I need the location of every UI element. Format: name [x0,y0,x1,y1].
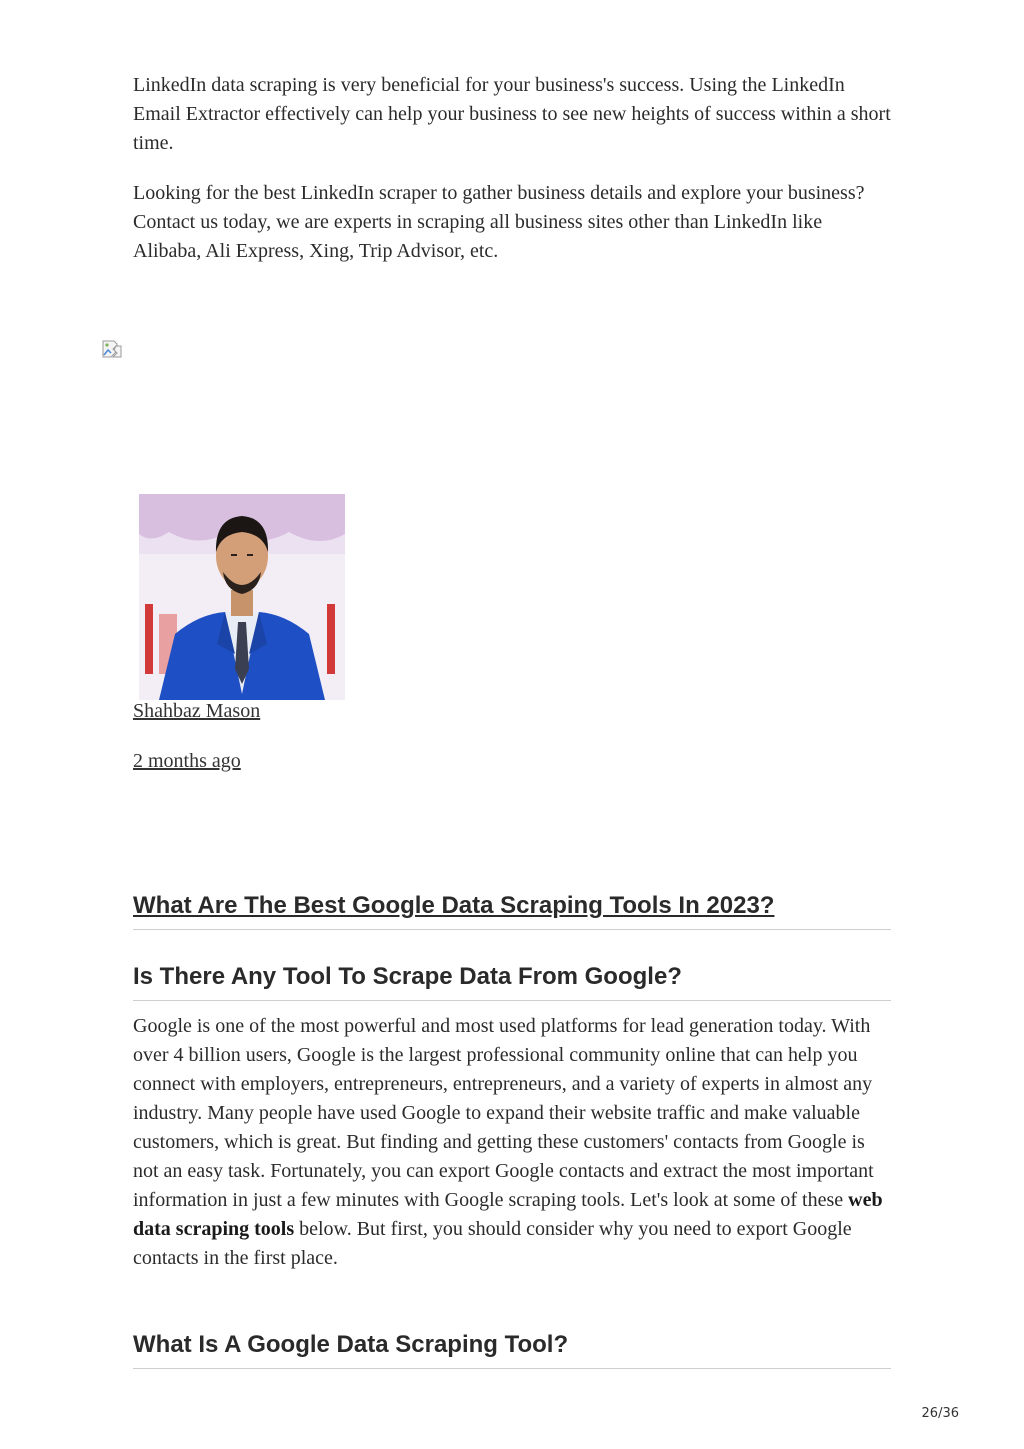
article-title-link[interactable]: What Are The Best Google Data Scraping Tools In 2023? [133,892,775,919]
page-number: 26/36 [921,1406,959,1421]
article-title[interactable] [133,892,891,930]
intro-paragraph-1: LinkedIn data scraping is very beneficial for your business's success. Using the LinkedIn Email Extractor effectively can help your business to see new heights of success within a short time. [133,74,891,154]
post-date-link[interactable]: 2 months ago [133,750,241,772]
author-avatar[interactable] [139,494,345,700]
author-name-link[interactable]: Shahbaz Mason [133,700,261,722]
article-body-paragraph [133,1012,893,1273]
body-text-before: Google is one of the most powerful and most used platforms for lead generation today. With over 4 billion users, Google is the largest professional community online that can help you connect with employers, entrepreneurs, entrepreneurs, and a variety of experts in almost any industry. Many people have used Google to expand their website traffic and make valuable customers, which is great. But finding and getting these customers' contacts from Google is not an easy task. Fortunately, you can export Google contacts and extract the most important information in just a few minutes with Google scraping tools. Let's look at some of these [133,1015,874,1211]
body-text-after: below. But first, you should consider why you need to export Google contacts in the first place. [133,1218,852,1269]
section-heading-1: Is There Any Tool To Scrape Data From Google? [133,963,891,1001]
body-bold-phrase: web data scraping tools [133,1189,883,1240]
intro-paragraph-2: Looking for the best LinkedIn scraper to gather business details and explore your business? Contact us today, we are experts in scraping all business sites other than LinkedIn like Alibaba, Ali Express, Xing, Trip Advisor, etc. [133,182,865,262]
section-heading-2: What Is A Google Data Scraping Tool? [133,1331,891,1369]
broken-image-icon [102,340,122,358]
